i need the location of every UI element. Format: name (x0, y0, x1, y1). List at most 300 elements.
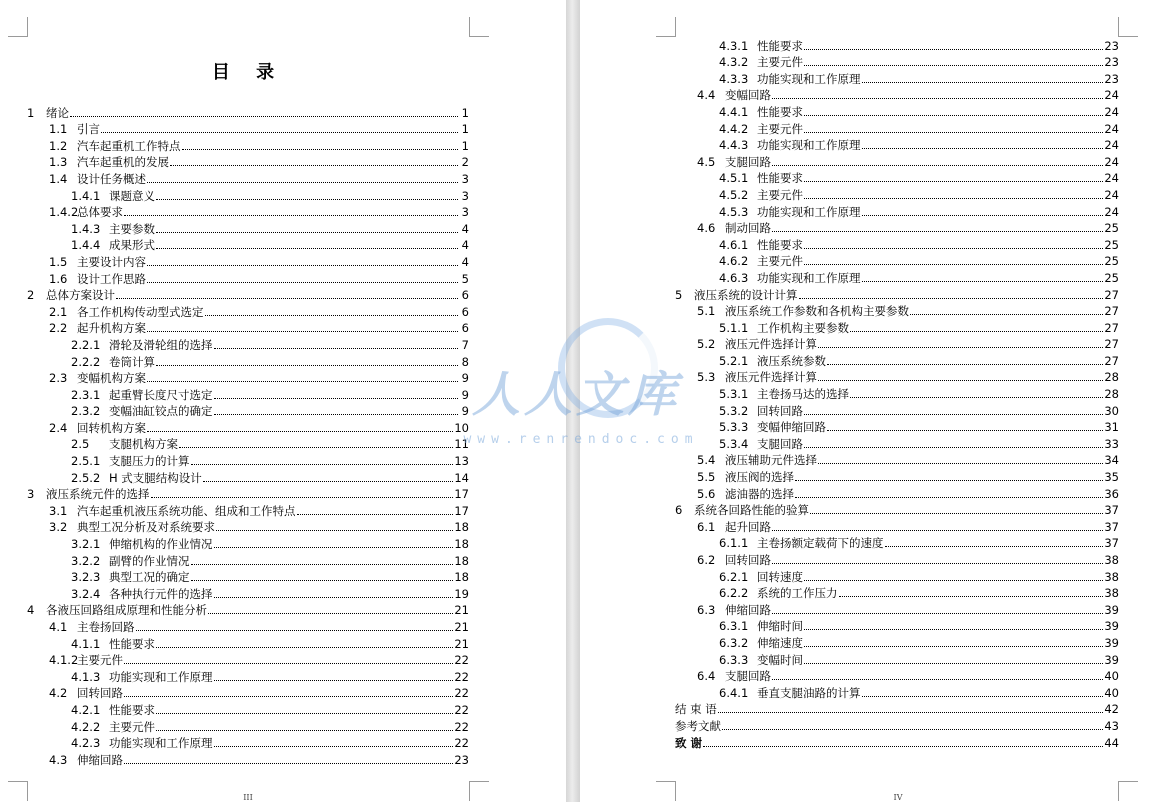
toc-entry-number: 6.4.1 (719, 685, 749, 700)
toc-dot-leader (214, 348, 459, 349)
toc-entry-number: 6.2.2 (719, 586, 749, 601)
toc-entry-title: 主卷扬马达的选择 (757, 387, 849, 402)
toc-entry[interactable] (675, 268, 1119, 285)
toc-dot-leader (862, 281, 1104, 282)
toc-entry[interactable] (27, 402, 469, 419)
toc-entry-number: 6.2.1 (719, 569, 749, 584)
toc-entry-number: 1.2 (49, 138, 68, 153)
toc-entry-page: 43 (1104, 718, 1119, 733)
toc-dot-leader (136, 630, 454, 631)
crop-mark-bottom-right (469, 781, 489, 801)
toc-entry-page: 6 (461, 321, 469, 336)
toc-entry[interactable] (27, 617, 469, 634)
toc-entry-page: 28 (1104, 370, 1119, 385)
toc-dot-leader (772, 231, 1103, 232)
toc-entry-number: 2.2 (49, 321, 68, 336)
toc-entry-title: 伸缩回路 (725, 602, 771, 617)
toc-entry[interactable] (675, 567, 1119, 584)
toc-entry-number: 3.2.1 (71, 537, 101, 552)
toc-entry-number: 1.4.4 (71, 238, 101, 253)
toc-entry[interactable] (27, 286, 469, 303)
toc-entry-title: 主要元件 (757, 55, 803, 70)
crop-mark-top-right (469, 17, 489, 37)
toc-entry-page: 27 (1104, 304, 1119, 319)
toc-entry[interactable] (675, 252, 1119, 269)
toc-entry-page: 2 (461, 155, 469, 170)
toc-entry[interactable] (27, 651, 469, 668)
toc-entry-title: 各工作机构传动型式选定 (77, 304, 204, 319)
toc-entry[interactable] (27, 684, 469, 701)
toc-entry[interactable] (27, 568, 469, 585)
toc-entry-title: 液压元件选择计算 (725, 337, 817, 352)
toc-entry-title: 卷筒计算 (109, 354, 155, 369)
toc-entry-title: 功能实现和工作原理 (757, 270, 861, 285)
toc-entry-title: 液压系统元件的选择 (46, 487, 150, 502)
toc-entry[interactable] (27, 435, 469, 452)
toc-dot-leader (214, 680, 454, 681)
toc-dot-leader (862, 696, 1104, 697)
toc-entry[interactable] (27, 750, 469, 767)
toc-dot-leader (124, 763, 453, 764)
toc-entry[interactable] (27, 451, 469, 468)
toc-dot-leader (772, 165, 1103, 166)
toc-entry[interactable] (27, 186, 469, 203)
toc-entry[interactable] (675, 401, 1119, 418)
toc-dot-leader (214, 547, 454, 548)
toc-entry-title: 课题意义 (109, 188, 155, 203)
toc-entry-page: 40 (1104, 669, 1119, 684)
toc-dot-leader (804, 65, 1103, 66)
page-gutter (566, 0, 580, 802)
toc-entry[interactable] (27, 385, 469, 402)
toc-entry-number: 3.2.3 (71, 570, 101, 585)
toc-entry-number: 3.2.4 (71, 586, 101, 601)
toc-entry-number: 6 (675, 503, 683, 518)
toc-dot-leader (862, 148, 1104, 149)
toc-entry-page: 22 (454, 719, 469, 734)
document-page-right (580, 0, 1163, 802)
toc-entry[interactable] (675, 617, 1119, 634)
toc-entry-number: 4.4.3 (719, 138, 749, 153)
toc-entry[interactable] (27, 501, 469, 518)
toc-entry-number: 2.5.1 (71, 454, 101, 469)
toc-entry-number: 4.3.1 (719, 38, 749, 53)
toc-entry-number: 3.1 (49, 503, 68, 518)
toc-entry-page: 27 (1104, 320, 1119, 335)
toc-entry[interactable] (27, 700, 469, 717)
toc-dot-leader (179, 447, 453, 448)
toc-entry[interactable] (27, 717, 469, 734)
toc-dot-leader (839, 596, 1104, 597)
toc-entry-page: 25 (1104, 237, 1119, 252)
toc-entry[interactable] (675, 384, 1119, 401)
toc-entry-number: 2.5.2 (71, 470, 101, 485)
toc-entry-number: 6.3 (697, 602, 716, 617)
toc-entry[interactable] (675, 633, 1119, 650)
toc-entry-title: 主卷扬回路 (77, 620, 135, 634)
toc-entry-page: 3 (461, 171, 469, 186)
toc-entry[interactable] (27, 153, 469, 170)
toc-entry-page: 18 (454, 520, 469, 535)
toc-entry-number: 4.4.2 (719, 121, 749, 136)
toc-dot-leader (124, 696, 453, 697)
toc-entry[interactable] (675, 434, 1119, 451)
toc-entry-number: 4.1.1 (71, 636, 101, 651)
toc-dot-leader (151, 497, 454, 498)
toc-entry-title: H 式支腿结构设计 (109, 470, 202, 485)
toc-entry-title: 回转回路 (77, 686, 123, 701)
crop-mark-top-right (1118, 17, 1138, 37)
toc-entry-page: 24 (1104, 104, 1119, 119)
toc-dot-leader (804, 264, 1103, 265)
toc-dot-leader (827, 430, 1103, 431)
toc-entry-title: 各种执行元件的选择 (109, 586, 213, 601)
toc-entry[interactable] (27, 352, 469, 369)
toc-entry[interactable] (675, 517, 1119, 534)
toc-entry[interactable] (675, 69, 1119, 86)
toc-dot-leader (156, 365, 458, 366)
toc-entry-page: 40 (1104, 685, 1119, 700)
toc-dot-leader (804, 181, 1103, 182)
toc-entry-page: 1 (461, 105, 469, 120)
toc-entry[interactable] (675, 368, 1119, 385)
toc-dot-leader (804, 414, 1103, 415)
toc-entry-page: 36 (1104, 486, 1119, 501)
toc-entry-number: 2.3.1 (71, 387, 101, 402)
toc-entry-number: 5 (675, 287, 683, 302)
toc-entry-title: 参考文献 (675, 718, 721, 733)
toc-entry[interactable] (27, 634, 469, 651)
toc-entry-number: 4.6.2 (719, 254, 749, 269)
toc-entry-page: 38 (1104, 553, 1119, 567)
toc-entry[interactable] (27, 468, 469, 485)
toc-entry[interactable] (27, 734, 469, 751)
toc-entry[interactable] (675, 650, 1119, 667)
toc-dot-leader (214, 746, 454, 747)
toc-entry[interactable] (27, 252, 469, 269)
toc-entry[interactable] (27, 169, 469, 186)
toc-entry-title: 制动回路 (725, 221, 771, 236)
toc-entry[interactable] (675, 484, 1119, 501)
toc-entry-title: 功能实现和工作原理 (109, 736, 213, 751)
toc-dot-leader (147, 182, 458, 183)
toc-dot-leader (804, 198, 1103, 199)
toc-entry-number: 5.6 (697, 486, 716, 501)
toc-entry-number: 5.3.4 (719, 436, 749, 451)
toc-dot-leader (156, 647, 453, 648)
toc-entry-page: 23 (1104, 55, 1119, 70)
toc-entry-title: 液压系统工作参数和各机构主要参数 (725, 304, 909, 319)
document-page-left (0, 0, 566, 802)
toc-entry[interactable] (675, 351, 1119, 368)
toc-entry[interactable] (675, 185, 1119, 202)
toc-entry-title: 起升机构方案 (77, 321, 146, 336)
toc-dot-leader (850, 331, 1103, 332)
toc-entry-number: 4.2 (49, 686, 68, 701)
page-number-right: IV (893, 793, 903, 802)
toc-entry[interactable] (27, 103, 469, 120)
toc-entry[interactable] (27, 369, 469, 386)
toc-entry[interactable] (675, 683, 1119, 700)
toc-entry-title: 液压辅助元件选择 (725, 453, 817, 468)
toc-dot-leader (772, 679, 1103, 680)
toc-entry-title: 系统各回路性能的验算 (694, 503, 809, 518)
toc-dot-leader (203, 481, 454, 482)
toc-dot-leader (810, 513, 1103, 514)
toc-entry-page: 4 (461, 254, 469, 269)
toc-dot-leader (156, 713, 453, 714)
toc-entry[interactable] (675, 501, 1119, 518)
toc-entry[interactable] (675, 202, 1119, 219)
toc-entry-page: 39 (1104, 619, 1119, 634)
toc-entry-number: 2.2.2 (71, 354, 101, 369)
toc-entry-number: 5.3.2 (719, 403, 749, 418)
toc-entry-page: 9 (461, 371, 469, 386)
toc-dot-leader (718, 712, 1104, 713)
toc-entry[interactable] (675, 36, 1119, 53)
toc-entry-title: 系统的工作压力 (757, 586, 838, 601)
toc-entry[interactable] (27, 136, 469, 153)
toc-dot-leader (147, 431, 453, 432)
toc-entry-page: 24 (1104, 204, 1119, 219)
toc-entry-page: 28 (1104, 387, 1119, 402)
toc-entry[interactable] (675, 667, 1119, 684)
toc-entry[interactable] (675, 584, 1119, 601)
toc-entry-number: 4.6.3 (719, 270, 749, 285)
toc-entry-page: 24 (1104, 154, 1119, 169)
toc-entry-title: 主要元件 (757, 254, 803, 269)
toc-entry[interactable] (675, 550, 1119, 567)
toc-entry[interactable] (27, 584, 469, 601)
toc-entry[interactable] (27, 219, 469, 236)
toc-entry-page: 11 (454, 437, 469, 452)
toc-entry-number: 4.2.3 (71, 736, 101, 751)
toc-entry-page: 7 (461, 337, 469, 352)
toc-entry[interactable] (675, 53, 1119, 70)
toc-entry-number: 3.2.2 (71, 553, 101, 568)
toc-entry-title: 变幅油缸铰点的确定 (109, 404, 213, 419)
toc-entry-number: 4.5.2 (719, 187, 749, 202)
toc-dot-leader (772, 98, 1103, 99)
toc-entry-title: 功能实现和工作原理 (757, 71, 861, 86)
toc-entry-number: 4.6.1 (719, 237, 749, 252)
toc-entry-page: 38 (1104, 569, 1119, 584)
toc-entry[interactable] (27, 269, 469, 286)
watermark-text: 人人文库 (471, 367, 680, 423)
toc-title: 目 录 (211, 62, 285, 83)
toc-entry-number: 4.1.2 (49, 653, 79, 668)
toc-entry[interactable] (675, 136, 1119, 153)
toc-entry-number: 4.4.1 (719, 104, 749, 119)
toc-entry[interactable] (675, 418, 1119, 435)
toc-entry-title: 回转机构方案 (77, 420, 146, 435)
toc-dot-leader (799, 298, 1104, 299)
toc-entry[interactable] (675, 451, 1119, 468)
watermark-url: www.renrendoc.com (463, 432, 699, 447)
toc-entry[interactable] (675, 733, 1119, 750)
toc-entry[interactable] (27, 236, 469, 253)
toc-entry-number: 1.6 (49, 271, 68, 286)
toc-entry-page: 23 (454, 752, 469, 767)
toc-dot-leader (772, 613, 1103, 614)
toc-entry[interactable] (27, 120, 469, 137)
toc-entry-title: 主要元件 (77, 653, 123, 668)
toc-entry-title: 功能实现和工作原理 (757, 204, 861, 219)
toc-entry-page: 23 (1104, 38, 1119, 53)
toc-entry-number: 5.4 (697, 453, 716, 468)
toc-entry[interactable] (675, 716, 1119, 733)
toc-entry-title: 回转回路 (757, 403, 803, 418)
toc-entry[interactable] (675, 169, 1119, 186)
toc-dot-leader (214, 597, 454, 598)
toc-entry-title: 总体要求 (77, 205, 123, 220)
toc-entry[interactable] (27, 319, 469, 336)
toc-dot-leader (156, 730, 453, 731)
toc-entry-title: 性能要求 (757, 104, 803, 119)
toc-entry-title: 性能要求 (757, 38, 803, 53)
toc-entry-title: 垂直支腿油路的计算 (757, 685, 861, 700)
toc-entry-number: 1.1 (49, 122, 68, 137)
toc-entry[interactable] (675, 600, 1119, 617)
toc-entry-number: 5.2.1 (719, 353, 749, 368)
toc-dot-leader (147, 282, 458, 283)
toc-entry-page: 25 (1104, 270, 1119, 285)
toc-entry-page: 42 (1104, 702, 1119, 717)
toc-entry-number: 5.3.3 (719, 420, 749, 435)
toc-dot-leader (205, 315, 459, 316)
toc-dot-leader (297, 514, 454, 515)
toc-entry[interactable] (27, 203, 469, 220)
toc-entry-title: 致 谢 (675, 735, 703, 750)
toc-entry-title: 伸缩机构的作业情况 (109, 537, 213, 552)
toc-entry[interactable] (675, 534, 1119, 551)
toc-dot-leader (147, 381, 458, 382)
toc-entry-page: 13 (454, 454, 469, 469)
toc-entry-page: 21 (454, 603, 469, 618)
toc-entry[interactable] (675, 700, 1119, 717)
toc-entry-page: 5 (461, 271, 469, 286)
toc-entry-page: 22 (454, 653, 469, 668)
toc-entry[interactable] (675, 119, 1119, 136)
toc-entry-title: 功能实现和工作原理 (109, 669, 213, 684)
toc-entry-page: 21 (454, 636, 469, 651)
toc-dot-leader (885, 546, 1104, 547)
toc-dot-leader (804, 115, 1103, 116)
toc-entry-title: 液压阀的选择 (725, 470, 794, 485)
toc-dot-leader (818, 380, 1103, 381)
toc-entry-title: 工作机构主要参数 (757, 320, 849, 335)
toc-entry-title: 变幅伸缩回路 (757, 420, 826, 435)
toc-dot-leader (862, 215, 1104, 216)
toc-entry-title: 变幅回路 (725, 88, 771, 103)
toc-entry[interactable] (27, 534, 469, 551)
toc-entry[interactable] (27, 667, 469, 684)
toc-entry[interactable] (675, 467, 1119, 484)
toc-dot-leader (818, 463, 1103, 464)
toc-entry[interactable] (675, 302, 1119, 319)
toc-entry-number: 5.1.1 (719, 320, 749, 335)
toc-entry-number: 6.1.1 (719, 536, 749, 551)
toc-entry[interactable] (675, 235, 1119, 252)
toc-entry-page: 39 (1104, 602, 1119, 617)
toc-entry-title: 起重臂长度尺寸选定 (109, 387, 213, 402)
toc-entry-number: 4.6 (697, 221, 716, 236)
toc-entry-number: 5.3.1 (719, 387, 749, 402)
toc-entry[interactable] (675, 86, 1119, 103)
toc-entry-page: 10 (454, 420, 469, 435)
toc-entry[interactable] (27, 418, 469, 435)
toc-entry-page: 24 (1104, 88, 1119, 103)
toc-entry-title: 主要元件 (109, 719, 155, 734)
toc-entry[interactable] (675, 318, 1119, 335)
toc-entry-page: 1 (461, 122, 469, 137)
toc-entry[interactable] (27, 302, 469, 319)
toc-entry[interactable] (27, 601, 469, 618)
toc-entry[interactable] (675, 335, 1119, 352)
toc-entry-page: 3 (461, 188, 469, 203)
toc-entry-number: 4.3.2 (719, 55, 749, 70)
toc-entry[interactable] (675, 285, 1119, 302)
toc-entry-title: 绪论 (46, 105, 69, 120)
toc-entry-title: 典型工况分析及对系统要求 (77, 520, 215, 535)
toc-dot-leader (191, 564, 454, 565)
toc-entry[interactable] (27, 518, 469, 535)
toc-dot-leader (910, 314, 1103, 315)
toc-dot-leader (804, 248, 1103, 249)
toc-entry-number: 2.4 (49, 420, 68, 435)
toc-dot-leader (804, 629, 1103, 630)
toc-entry-number: 6.2 (697, 553, 716, 567)
toc-entry-page: 19 (454, 586, 469, 601)
toc-entry[interactable] (27, 485, 469, 502)
toc-entry-number: 5.1 (697, 304, 716, 319)
toc-entry-number: 1 (27, 105, 35, 120)
toc-dot-leader (101, 132, 458, 133)
toc-entry-title: 滤油器的选择 (725, 486, 794, 501)
toc-dot-leader (795, 497, 1103, 498)
toc-dot-leader (795, 480, 1103, 481)
toc-entry-title: 功能实现和工作原理 (757, 138, 861, 153)
toc-entry-page: 37 (1104, 519, 1119, 534)
toc-entry-title: 引言 (77, 122, 100, 137)
toc-dot-leader (804, 580, 1103, 581)
toc-dot-leader (182, 149, 459, 150)
toc-entry-number: 4.1.3 (71, 669, 101, 684)
toc-entry-number: 6.3.2 (719, 635, 749, 650)
toc-dot-leader (850, 397, 1103, 398)
toc-entry-page: 8 (461, 354, 469, 369)
toc-dot-leader (772, 530, 1103, 531)
toc-entry-page: 1 (461, 138, 469, 153)
toc-entry[interactable] (27, 551, 469, 568)
toc-entry-page: 27 (1104, 353, 1119, 368)
toc-dot-leader (216, 530, 453, 531)
toc-entry-title: 结 束 语 (675, 702, 717, 717)
toc-entry[interactable] (675, 219, 1119, 236)
toc-entry-page: 24 (1104, 171, 1119, 186)
toc-dot-leader (208, 613, 453, 614)
toc-entry-page: 22 (454, 686, 469, 701)
toc-entry[interactable] (675, 152, 1119, 169)
toc-entry-page: 34 (1104, 453, 1119, 468)
toc-entry-title: 回转速度 (757, 569, 803, 584)
toc-entry[interactable] (27, 335, 469, 352)
toc-entry-title: 滑轮及滑轮组的选择 (109, 337, 213, 352)
toc-entry-title: 性能要求 (109, 702, 155, 717)
toc-entry[interactable] (675, 102, 1119, 119)
toc-entry-page: 35 (1104, 470, 1119, 485)
toc-dot-leader (804, 132, 1103, 133)
